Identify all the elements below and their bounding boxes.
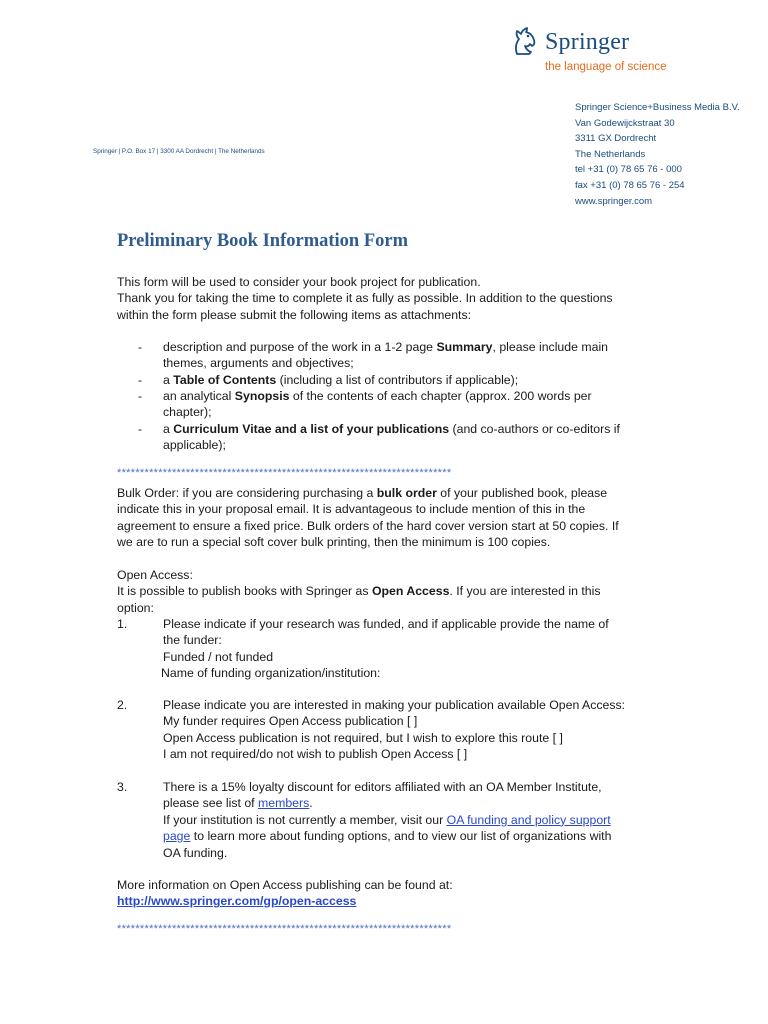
springer-logo-text: Springer xyxy=(545,29,630,55)
item-text: If your institution is not currently a member, visit our xyxy=(163,812,447,827)
bulk-order-paragraph xyxy=(117,485,619,551)
address-website: www.springer.com xyxy=(575,195,653,207)
bullet-dash: - xyxy=(138,422,143,436)
bulk-bold: bulk order xyxy=(376,486,437,500)
oa-text: It is possible to publish books with Springer as xyxy=(117,584,372,599)
bullet-line xyxy=(163,339,608,355)
address-line: The Netherlands xyxy=(575,148,646,160)
oa-line xyxy=(117,583,600,599)
separator-line: ************************************************************************* xyxy=(117,467,452,479)
oa-funding-policy-link-page[interactable]: page xyxy=(163,829,191,844)
bullet-dash: - xyxy=(138,373,143,387)
open-access-url-link[interactable]: http://www.springer.com/gp/open-access xyxy=(117,894,357,909)
oa-line: option: xyxy=(117,600,154,615)
item-line: OA funding. xyxy=(163,845,228,860)
address-fax: fax +31 (0) 78 65 76 - 254 xyxy=(575,179,685,191)
more-info-text: More information on Open Access publishing can be found at: xyxy=(117,878,453,892)
bullet-line: applicable); xyxy=(163,438,226,453)
oa-bold: Open Access xyxy=(371,584,450,599)
intro-paragraph xyxy=(117,274,613,323)
bullet-bold: Synopsis xyxy=(234,389,290,403)
item-line xyxy=(163,828,611,844)
bullet-dash: - xyxy=(138,340,143,354)
address-line: Van Godewijckstraat 30 xyxy=(575,117,675,129)
bullet-toc xyxy=(163,372,518,388)
bulk-line xyxy=(117,485,619,501)
springer-horse-icon xyxy=(508,24,542,58)
item-line: the funder: xyxy=(163,633,222,648)
bulk-text: of your published book, please xyxy=(436,486,608,500)
oa-item-funding xyxy=(163,616,609,682)
bullet-bold: Curriculum Vitae and a list of your publications xyxy=(173,422,450,436)
oa-text: . If you are interested in this xyxy=(449,584,601,599)
funding-organization-field: Name of funding organization/institution: xyxy=(161,666,381,681)
item-line xyxy=(163,795,611,811)
bullet-line: chapter); xyxy=(163,405,212,420)
open-access-heading: Open Access: xyxy=(117,568,193,582)
bullet-text: (including a list of contributors if applicable); xyxy=(276,373,519,387)
springer-tagline: the language of science xyxy=(545,61,667,73)
checkbox-option-funder-requires: My funder requires Open Access publication [ ] xyxy=(163,714,418,729)
funded-option: Funded / not funded xyxy=(163,649,274,664)
more-info xyxy=(117,877,453,910)
intro-line: Thank you for taking the time to complete it as fully as possible. In addition to the questions xyxy=(117,291,613,306)
item-line xyxy=(163,812,611,828)
bulk-line: indicate this in your proposal email. It is advantageous to include mention of this in the xyxy=(117,502,586,517)
bullet-text: of the contents of each chapter (approx. 200 words per xyxy=(289,389,592,403)
postal-address-line: Springer | P.O. Box 17 | 3300 AA Dordrecht | The Netherlands xyxy=(93,148,265,155)
bullet-cv xyxy=(163,421,620,454)
address-phone: tel +31 (0) 78 65 76 - 000 xyxy=(575,164,682,176)
open-access-section xyxy=(117,567,600,616)
bullet-bold: Summary xyxy=(436,340,493,354)
page-title: Preliminary Book Information Form xyxy=(117,231,409,251)
bullet-bold: Table of Contents xyxy=(173,373,277,387)
oa-item-discount xyxy=(163,779,611,861)
item-line: Please indicate you are interested in making your publication available Open Access: xyxy=(163,698,626,712)
intro-line: This form will be used to consider your book project for publication. xyxy=(117,275,481,289)
bullet-synopsis xyxy=(163,388,592,421)
bullet-line xyxy=(163,388,592,404)
item-number: 2. xyxy=(117,698,128,712)
bullet-text: (and co-authors or co-editors if xyxy=(449,422,620,436)
bullet-line xyxy=(163,372,518,388)
bullet-summary xyxy=(163,339,608,372)
bulk-line: we are to run a special soft cover bulk printing, then the minimum is 100 copies. xyxy=(117,535,551,550)
bullet-text: a xyxy=(163,422,174,436)
address-line: 3311 GX Dordrecht xyxy=(575,133,657,145)
separator-line: ************************************************************************* xyxy=(117,923,452,935)
item-number: 3. xyxy=(117,780,128,794)
bulk-label: Bulk Order: xyxy=(117,486,180,500)
item-number: 1. xyxy=(117,617,128,631)
bullet-text: , please include main xyxy=(492,340,609,354)
bullet-line xyxy=(163,421,620,437)
checkbox-option-explore: Open Access publication is not required, but I wish to explore this route [ ] xyxy=(163,730,563,745)
checkbox-option-not-required: I am not required/do not wish to publish Open Access [ ] xyxy=(163,747,468,762)
members-link[interactable]: members xyxy=(258,796,310,811)
item-line: Please indicate if your research was funded, and if applicable provide the name of xyxy=(163,617,609,631)
oa-item-interest xyxy=(163,697,625,763)
item-text: to learn more about funding options, and to view our list of organizations with xyxy=(190,829,612,844)
bullet-line: themes, arguments and objectives; xyxy=(163,356,354,371)
item-text: . xyxy=(309,796,313,811)
address-line: Springer Science+Business Media B.V. xyxy=(575,102,740,113)
publisher-address xyxy=(575,100,740,209)
bulk-line: agreement to ensure a fixed price. Bulk orders of the hard cover version start at 50 copies. If xyxy=(117,518,619,533)
bullet-text: description and purpose of the work in a 1-2 page xyxy=(163,340,437,354)
oa-funding-policy-link[interactable]: OA funding and policy support xyxy=(446,812,611,827)
item-line: There is a 15% loyalty discount for editors affiliated with an OA Member Institute, xyxy=(163,780,602,794)
bullet-dash: - xyxy=(138,389,143,403)
bullet-text: a xyxy=(163,373,174,387)
item-text: please see list of xyxy=(163,796,259,811)
bulk-text: if you are considering purchasing a xyxy=(179,486,377,500)
bullet-text: an analytical xyxy=(163,389,235,403)
intro-line: within the form please submit the following items as attachments: xyxy=(117,307,472,322)
